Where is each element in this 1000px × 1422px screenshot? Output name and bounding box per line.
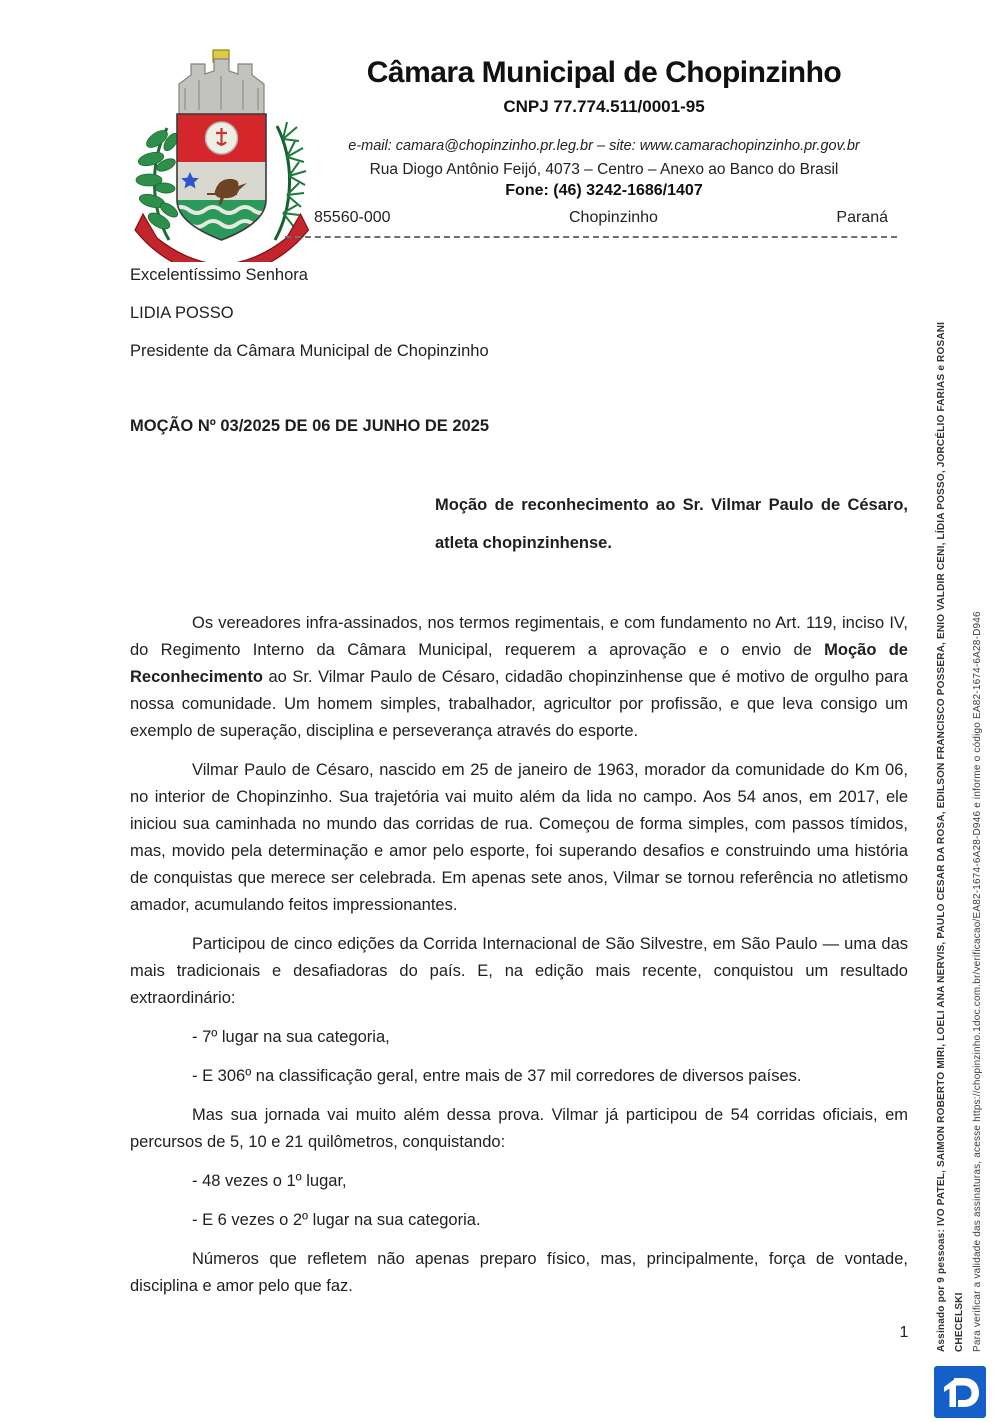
org-cep: 85560-000 [314, 209, 391, 226]
signature-verification-sidebar [933, 92, 987, 1352]
org-cnpj: CNPJ 77.774.511/0001-95 [503, 97, 705, 116]
paragraph-1-suffix: ao Sr. Vilmar Paulo de Césaro, cidadão chopinzinhense que é motivo de orgulho para nossa comunidade. Um homem simples, trabalhador, agricultor por profissão, e que leva consigo um exemplo de superação, disciplina e perseverança através do esporte. [130, 668, 908, 740]
chopinzinho-coat-of-arms [133, 44, 311, 262]
paragraph-2: Vilmar Paulo de Césaro, nascido em 25 de janeiro de 1963, morador da comunidade do Km 06, no interior de Chopinzinho. Sua trajetória vai muito além da lida no campo. Aos 54 anos, em 2017, ele iniciou sua caminhada no mundo das corridas de rua. Começou de forma simples, com passos tímidos, mas, movido pela determinação e amor pelo esporte, foi superando desafios e construindo uma história de conquistas que merece ser celebrada. Em apenas sete anos, Vilmar se tornou referência no atletismo amador, acumulando feitos impressionantes. [130, 761, 908, 914]
list-item-1: - 7º lugar na sua categoria, [192, 1028, 390, 1046]
verification-line: Para verificar a validade das assinaturas, acesse https://chopinzinho.1doc.com.br/verificacao/EA82-1674-6A28-D946 e informe o código EA82-1674-6A28-D946 [972, 611, 983, 1352]
org-phone: Fone: (46) 3242-1686/1407 [505, 182, 703, 199]
org-title: Câmara Municipal de Chopinzinho [366, 56, 842, 89]
org-email-site: e-mail: camara@chopinzinho.pr.leg.br – site: www.camarachopinzinho.pr.gov.br [348, 138, 860, 154]
paragraph-3: Participou de cinco edições da Corrida Internacional de São Silvestre, em São Paulo — uma das mais tradicionais e desafiadoras do país. E, na edição mais recente, conquistou um resultado extraordinário: [130, 935, 908, 1007]
paragraph-1-bold: Moção de Reconhecimento [130, 641, 908, 686]
mural-crown [179, 50, 264, 114]
letter-body [130, 262, 908, 1300]
header-divider [285, 236, 897, 238]
motion-heading: MOÇÃO Nº 03/2025 DE 06 DE JUNHO DE 2025 [130, 417, 490, 435]
list-item-3: - 48 vezes o 1º lugar, [192, 1172, 347, 1190]
paragraph-1-prefix: Os vereadores infra-assinados, nos termos regimentais, e com fundamento no Art. 119, inciso IV, do Regimento Interno da Câmara Municipal, requerem a aprovação e o envio de [130, 614, 908, 659]
onedoc-logo [934, 1366, 986, 1418]
page-number: 1 [899, 1324, 909, 1341]
recipient-role: Presidente da Câmara Municipal de Chopinzinho [130, 342, 489, 360]
recipient-name: LIDIA POSSO [130, 304, 234, 322]
paragraph-4: Mas sua jornada vai muito além dessa prova. Vilmar já participou de 54 corridas oficiais, em percursos de 5, 10 e 21 quilômetros, conquistando: [130, 1106, 908, 1151]
letterhead [308, 56, 900, 227]
paragraph-1 [130, 610, 908, 745]
org-address: Rua Diogo Antônio Feijó, 4073 – Centro – Anexo ao Banco do Brasil [369, 161, 839, 178]
ribbon-text: CHOPINZINHO [172, 235, 272, 262]
list-item-2: - E 306º na classificação geral, entre mais de 37 mil corredores de diversos países. [192, 1067, 802, 1085]
recipient-salutation: Excelentíssimo Senhora [130, 266, 308, 284]
shield [173, 114, 269, 242]
list-item-4: - E 6 vezes o 2º lugar na sua categoria. [192, 1211, 481, 1229]
signers-line-wrap: CHECELSKI [954, 1292, 965, 1352]
org-state: Paraná [836, 209, 888, 226]
org-city-row [308, 209, 900, 227]
motion-summary: Moção de reconhecimento ao Sr. Vilmar Paulo de Césaro, atleta chopinzinhense. [435, 496, 908, 552]
org-city: Chopinzinho [568, 209, 658, 226]
paragraph-5: Números que refletem não apenas preparo físico, mas, principalmente, força de vontade, disciplina e amor pelo que faz. [130, 1250, 908, 1295]
signers-line: Assinado por 9 pessoas: IVO PATEL, SAIMON ROBERTO MIRI, LOELI ANA NERVIS, PAULO CESAR DA ROSA, EDILSON FRANCISCO POSSERA, ENIO VALDIR CENI, LÍDIA POSSO, JORCÉLIO FARIAS e ROSANI [936, 321, 947, 1352]
